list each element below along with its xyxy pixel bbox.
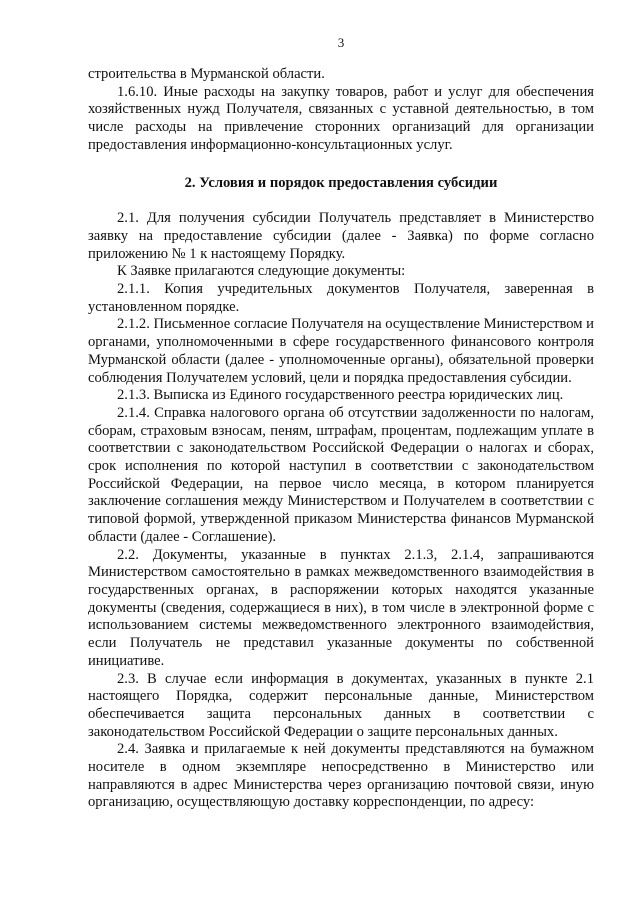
paragraph-2-1: 2.1. Для получения субсидии Получатель представляет в Министерство заявку на предоставление субсидии (далее - Заявка) по форме согласно приложению № 1 к настоящему Порядку. — [88, 210, 594, 262]
section-heading: 2. Условия и порядок предоставления субсидии — [184, 174, 498, 191]
page-number: 3 — [337, 35, 345, 50]
paragraph-attachments-intro: К Заявке прилагаются следующие документы: — [117, 263, 406, 280]
paragraph-2-1-1: 2.1.1. Копия учредительных документов Получателя, заверенная в установленном порядке. — [88, 281, 594, 315]
paragraph-1-6-10: 1.6.10. Иные расходы на закупку товаров, работ и услуг для обеспечения хозяйственных нужд Получателя, связанных с уставной деятельностью, в том числе расходы на привлечение сторонних организаций для организации предоставления информационно-консультационных услуг. — [88, 83, 594, 153]
paragraph-2-1-4: 2.1.4. Справка налогового органа об отсутствии задолженности по налогам, сборам, страховым взносам, пеням, штрафам, процентам, подлежащим уплате в соответствии с законодательством Российской Федерации о налогах и сборах, срок исполнения по которой наступил в соответствии с законодательством Российской Федерации, на первое число месяца, в котором планируется заключение соглашения между Министерством и Получателем в соответствии с типовой формой, утвержденной приказом Министерства финансов Мурманской области (далее - Соглашение). — [88, 404, 594, 545]
paragraph-2-1-3: 2.1.3. Выписка из Единого государственного реестра юридических лиц. — [117, 387, 564, 404]
paragraph-2-3: 2.3. В случае если информация в документах, указанных в пункте 2.1 настоящего Порядка, содержит персональные данные, Министерством обеспечивается защита персональных данных в соответствии с законодательством Российской Федерации о защите персональных данных. — [88, 670, 594, 740]
paragraph-2-4: 2.4. Заявка и прилагаемые к ней документы представляются на бумажном носителе в одном экземпляре непосредственно в Министерство или направляются в адрес Министерства через организацию почтовой связи, иную организацию, осуществляющую доставку корреспонденции, по адресу: — [88, 741, 594, 811]
paragraph-2-2: 2.2. Документы, указанные в пунктах 2.1.3, 2.1.4, запрашиваются Министерством самостоятельно в рамках межведомственного взаимодействия в государственных органах, в распоряжении которых находятся указанные документы (сведения, содержащиеся в них), в том числе в электронной форме с использованием системы межведомственного электронного взаимодействия, если Получатель не представил указанные документы по собственной инициативе. — [88, 546, 594, 669]
paragraph-2-1-2: 2.1.2. Письменное согласие Получателя на осуществление Министерством и органами, уполномоченными в сфере государственного финансового контроля Мурманской области (далее - уполномоченные органы), обязательной проверки соблюдения Получателем условий, цели и порядка предоставления субсидии. — [88, 316, 594, 386]
paragraph-continuation: строительства в Мурманской области. — [88, 66, 325, 82]
